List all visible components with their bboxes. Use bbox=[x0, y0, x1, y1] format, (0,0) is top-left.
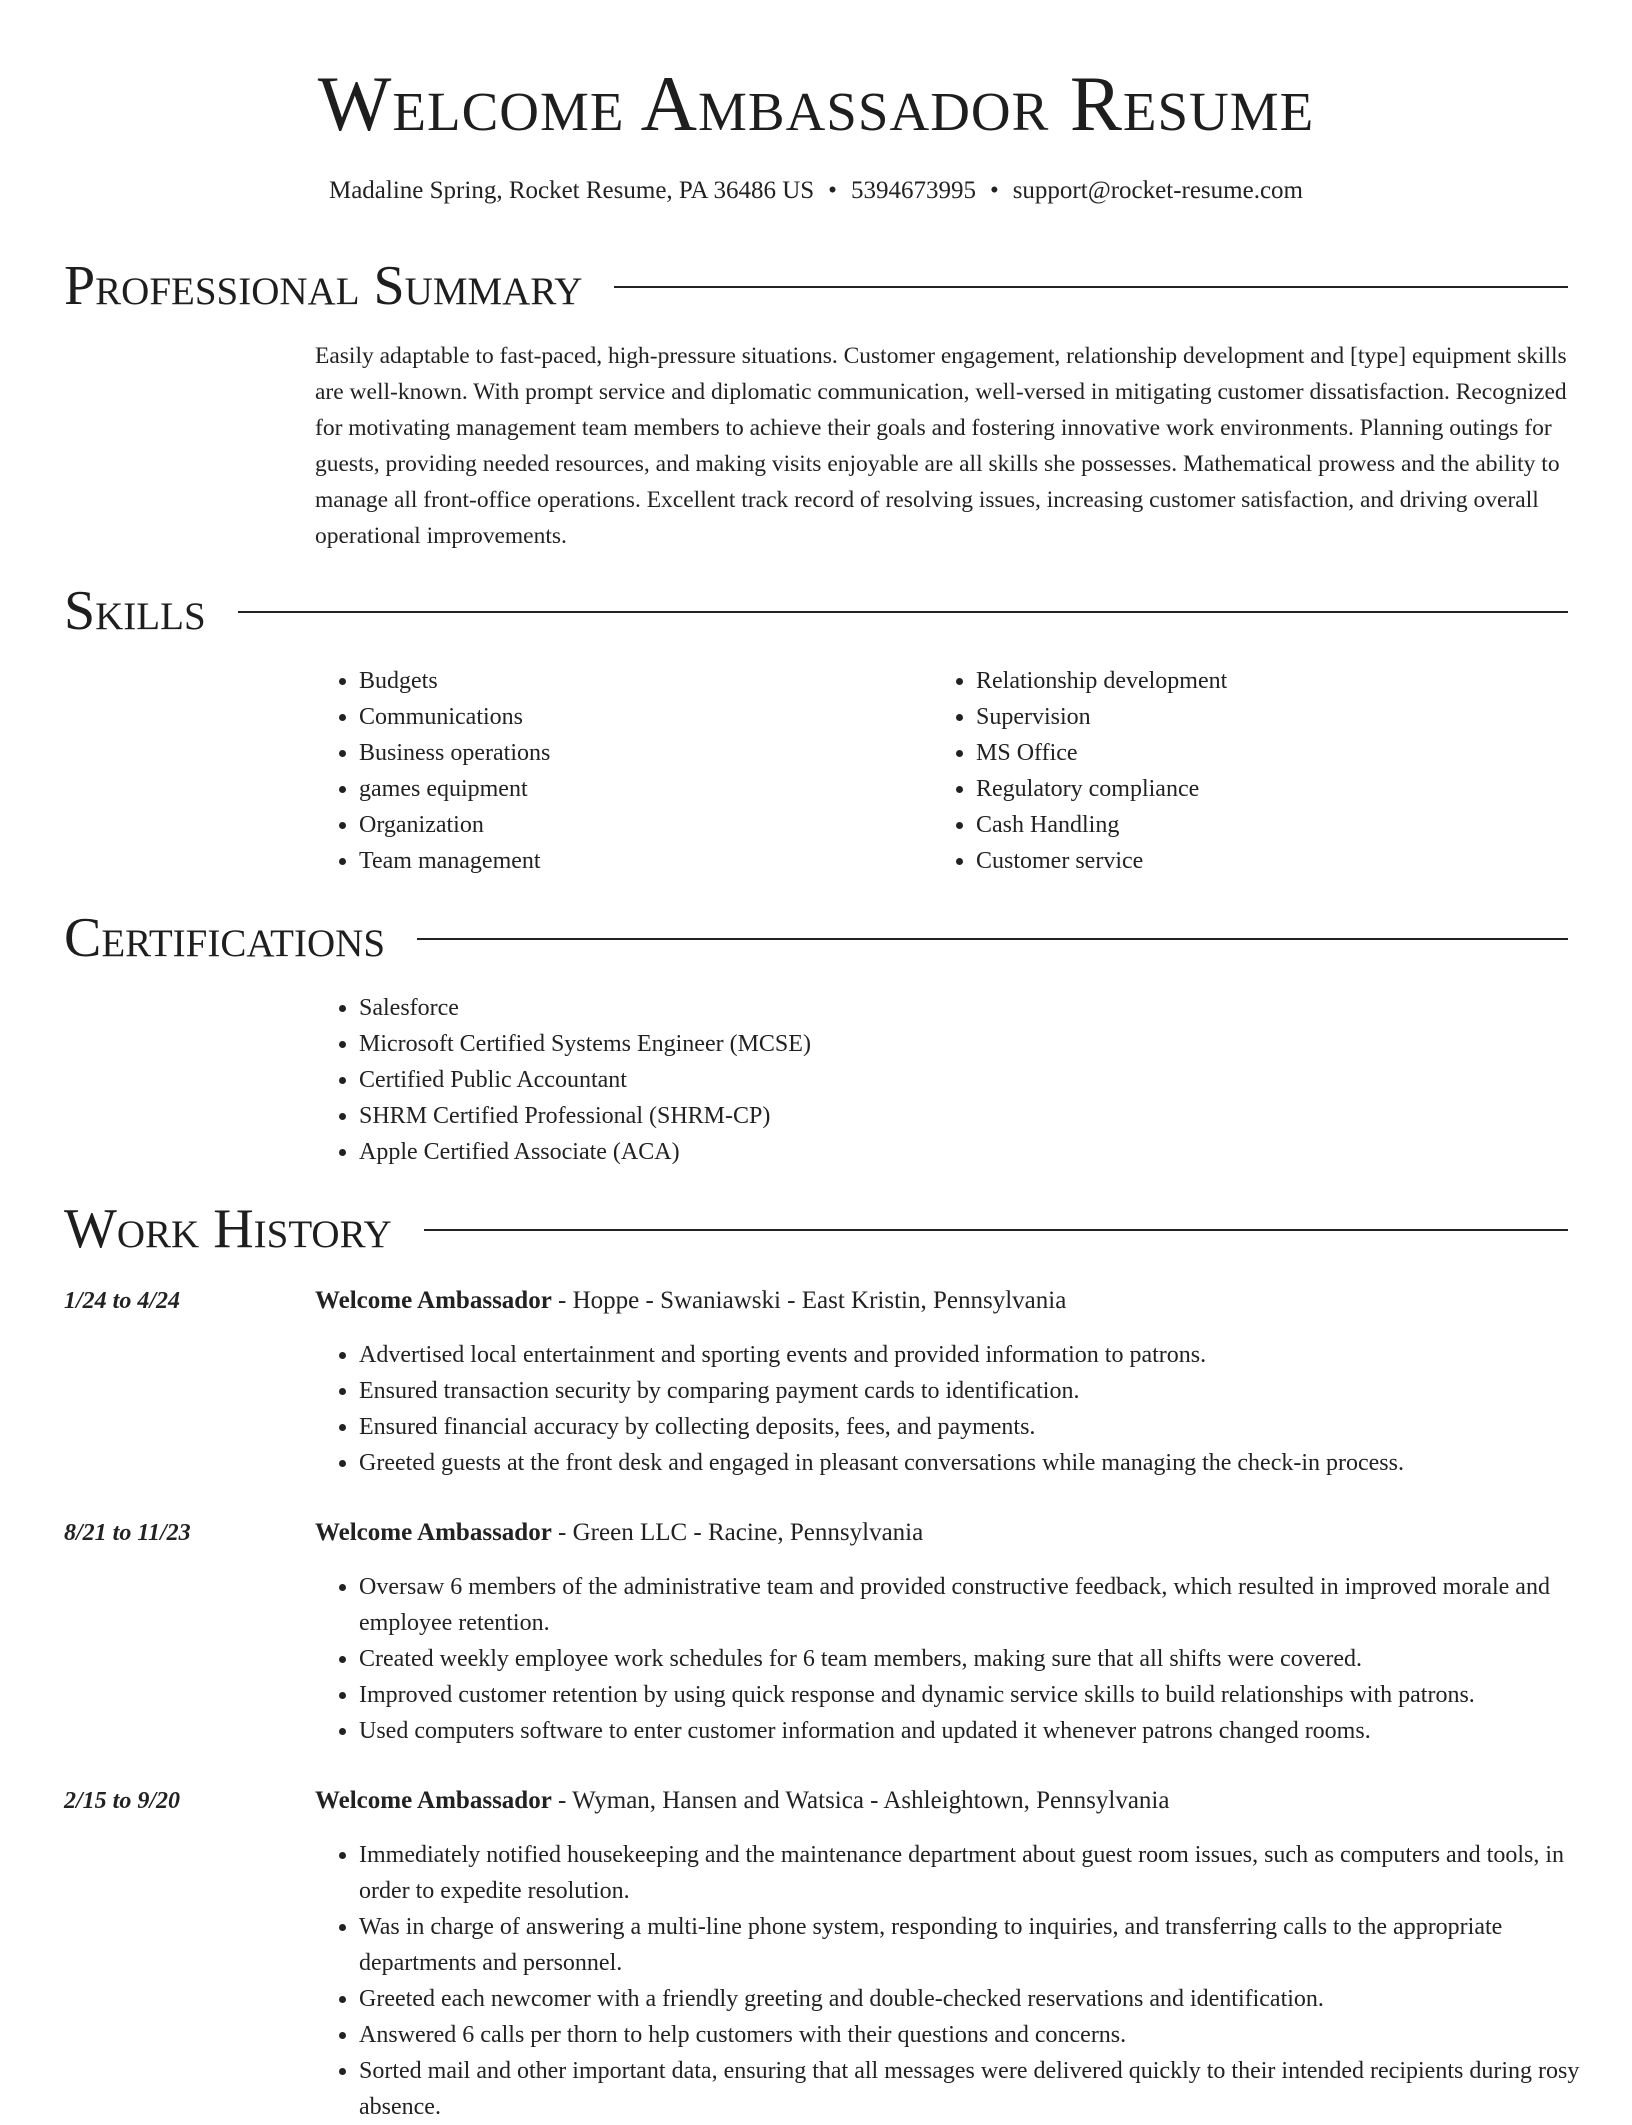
section-divider bbox=[238, 611, 1568, 613]
skill-item: • Business operations bbox=[359, 735, 550, 771]
resume-title: Welcome Ambassador Resume bbox=[317, 60, 1315, 147]
job-bullet: • Advertised local entertainment and sporting events and provided information to patrons. bbox=[359, 1337, 1612, 1373]
job-dates: 1/24 to 4/24 bbox=[64, 1288, 181, 1314]
bullet-separator: • bbox=[989, 177, 999, 204]
summary-text: Easily adaptable to fast-paced, high-pressure situations. Customer engagement, relationship development and [type] equipment skills are well-known. With prompt service and diplomatic communication, well-versed in mitigating customer dissatisfaction. Recognized for motivating management team members to achieve their goals and fostering innovative work environments. Planning outings for guests, providing needed resources, and making visits enjoyable are all skills she possesses. Mathematical prowess and the ability to manage all front-office operations. Excellent track record of resolving issues, increasing customer satisfaction, and driving overall operational improvements. bbox=[315, 343, 1567, 549]
skill-item: • Relationship development bbox=[976, 663, 1227, 699]
section-divider bbox=[614, 286, 1568, 288]
section-work-history bbox=[64, 1197, 1568, 1261]
section-title: Work History bbox=[64, 1198, 392, 1260]
skill-item: • Supervision bbox=[976, 699, 1227, 735]
skill-item: • Organization bbox=[359, 807, 550, 843]
job-bullet: • Ensured financial accuracy by collecting deposits, fees, and payments. bbox=[359, 1409, 1612, 1445]
section-divider bbox=[424, 1229, 1568, 1231]
job-bullet: • Greeted each newcomer with a friendly greeting and double-checked reservations and identification. bbox=[359, 1981, 1612, 2017]
skill-item: • Cash Handling bbox=[976, 807, 1227, 843]
job-bullet: • Sorted mail and other important data, ensuring that all messages were delivered quickly to their intended recipients during rosy absence. bbox=[359, 2053, 1612, 2125]
skill-item: • Budgets bbox=[359, 663, 550, 699]
certification-item: • Microsoft Certified Systems Engineer (MCSE) bbox=[359, 1026, 811, 1062]
skills-list-left bbox=[315, 663, 550, 879]
skill-item: • Communications bbox=[359, 699, 550, 735]
job-company: - Green LLC - Racine, Pennsylvania bbox=[551, 1519, 924, 1546]
section-title: Skills bbox=[64, 580, 206, 642]
skill-item: • Customer service bbox=[976, 843, 1227, 879]
section-divider bbox=[417, 938, 1568, 940]
job-bullet: • Used computers software to enter customer information and updated it whenever patrons changed rooms. bbox=[359, 1713, 1612, 1749]
contact-address: Madaline Spring, Rocket Resume, PA 36486 US bbox=[328, 177, 815, 204]
job-dates: 8/21 to 11/23 bbox=[64, 1520, 191, 1546]
contact-line bbox=[64, 174, 1568, 208]
job-role: Welcome Ambassador bbox=[315, 1519, 552, 1546]
skills-list-right bbox=[932, 663, 1227, 879]
bullet-separator: • bbox=[828, 177, 837, 204]
job-header bbox=[315, 1783, 1169, 1819]
section-certifications bbox=[64, 906, 1568, 970]
job-role: Welcome Ambassador bbox=[315, 1787, 552, 1814]
skill-item: • games equipment bbox=[359, 771, 550, 807]
contact-phone[interactable]: 5394673995 bbox=[850, 177, 976, 204]
job-bullet: • Answered 6 calls per thorn to help customers with their questions and concerns. bbox=[359, 2017, 1612, 2053]
certification-item: • SHRM Certified Professional (SHRM-CP) bbox=[359, 1098, 811, 1134]
job-bullet: • Ensured transaction security by comparing payment cards to identification. bbox=[359, 1373, 1612, 1409]
job-bullets bbox=[315, 1337, 1612, 1481]
job-bullet: • Oversaw 6 members of the administrative team and provided constructive feedback, which resulted in improved morale and employee retention. bbox=[359, 1569, 1612, 1641]
job-bullet: • Created weekly employee work schedules for 6 team members, making sure that all shifts were covered. bbox=[359, 1641, 1612, 1677]
section-skills bbox=[64, 579, 1568, 643]
skill-item: • Team management bbox=[359, 843, 550, 879]
certification-item: • Salesforce bbox=[359, 990, 811, 1026]
job-company: - Hoppe - Swaniawski - East Kristin, Pennsylvania bbox=[551, 1287, 1067, 1314]
section-title: Certifications bbox=[64, 907, 386, 969]
job-bullets bbox=[315, 1569, 1612, 1749]
job-bullets bbox=[315, 1837, 1612, 2125]
job-header bbox=[315, 1283, 1066, 1319]
job-bullet: • Immediately notified housekeeping and the maintenance department about guest room issues, such as computers and tools, in order to expedite resolution. bbox=[359, 1837, 1612, 1909]
job-dates: 2/15 to 9/20 bbox=[64, 1788, 181, 1814]
job-role: Welcome Ambassador bbox=[315, 1287, 552, 1314]
job-bullet: • Greeted guests at the front desk and engaged in pleasant conversations while managing the check-in process. bbox=[359, 1445, 1612, 1481]
skill-item: • Regulatory compliance bbox=[976, 771, 1227, 807]
job-bullet: • Improved customer retention by using quick response and dynamic service skills to build relationships with patrons. bbox=[359, 1677, 1612, 1713]
certification-item: • Apple Certified Associate (ACA) bbox=[359, 1134, 811, 1170]
job-bullet: • Was in charge of answering a multi-line phone system, responding to inquiries, and transferring calls to the appropriate departments and personnel. bbox=[359, 1909, 1612, 1981]
contact-email[interactable]: support@rocket-resume.com bbox=[1012, 177, 1303, 204]
skill-item: • MS Office bbox=[976, 735, 1227, 771]
certifications-list bbox=[315, 990, 811, 1170]
job-header bbox=[315, 1515, 923, 1551]
certification-item: • Certified Public Accountant bbox=[359, 1062, 811, 1098]
section-title: Professional Summary bbox=[64, 255, 583, 317]
job-company: - Wyman, Hansen and Watsica - Ashleightown, Pennsylvania bbox=[551, 1787, 1170, 1814]
section-professional-summary bbox=[64, 254, 1568, 318]
